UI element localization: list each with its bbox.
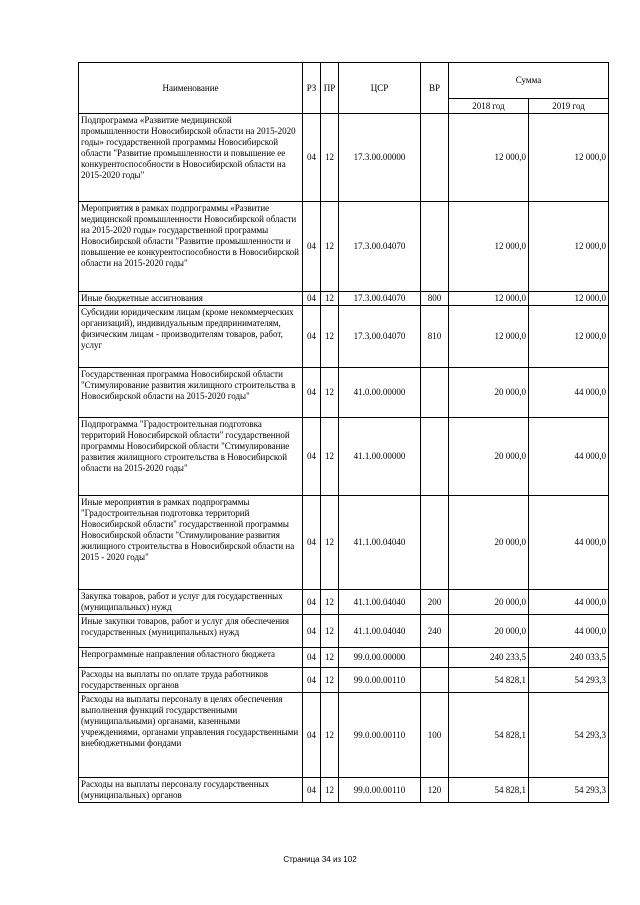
row-rz: 04 [303, 202, 321, 292]
table-row [79, 778, 609, 803]
row-pr: 12 [321, 590, 339, 615]
row-sum-2019: 44 000,0 [529, 368, 609, 418]
row-pr: 12 [321, 615, 339, 648]
row-name: Иные мероприятия в рамках подпрограммы "Градостроительная подготовка территорий Новосибирской области" государственной программы Новосибирской области "Стимулирование развития жилищного строительства в Новосибирской области на 2015 - 2020 годы" [79, 496, 303, 590]
row-vr: 200 [421, 590, 449, 615]
row-sum-2019: 44 000,0 [529, 615, 609, 648]
row-rz: 04 [303, 615, 321, 648]
row-sum-2018: 12 000,0 [449, 306, 529, 368]
row-rz: 04 [303, 292, 321, 306]
row-rz: 04 [303, 114, 321, 202]
header-csr: ЦСР [339, 63, 421, 114]
header-sum: Сумма [449, 63, 609, 99]
row-name: Закупка товаров, работ и услуг для государственных (муниципальных) нужд [79, 590, 303, 615]
row-rz: 04 [303, 778, 321, 803]
row-sum-2018: 20 000,0 [449, 590, 529, 615]
row-csr: 17.3.00.04070 [339, 292, 421, 306]
table-row [79, 418, 609, 496]
row-pr: 12 [321, 306, 339, 368]
row-pr: 12 [321, 668, 339, 693]
row-pr: 12 [321, 496, 339, 590]
row-sum-2018: 12 000,0 [449, 114, 529, 202]
row-pr: 12 [321, 648, 339, 668]
row-pr: 12 [321, 418, 339, 496]
row-sum-2018: 12 000,0 [449, 292, 529, 306]
row-pr: 12 [321, 368, 339, 418]
row-vr [421, 418, 449, 496]
row-vr: 240 [421, 615, 449, 648]
table-row [79, 615, 609, 648]
row-csr: 99.0.00.00110 [339, 693, 421, 778]
row-csr: 41.1.00.04040 [339, 615, 421, 648]
row-name: Подпрограмма «Развитие медицинской промышленности Новосибирской области на 2015-2020 годы» государственной программы Новосибирской области "Развитие промышленности и повышение ее конкурентоспособности в Новосибирской области на 2015-2020 годы" [79, 114, 303, 202]
table-row [79, 496, 609, 590]
row-csr: 17.3.00.04070 [339, 202, 421, 292]
row-sum-2019: 44 000,0 [529, 418, 609, 496]
header-name: Наименование [79, 63, 303, 114]
row-vr [421, 368, 449, 418]
row-vr [421, 114, 449, 202]
row-csr: 99.0.00.00110 [339, 778, 421, 803]
row-pr: 12 [321, 114, 339, 202]
row-csr: 17.3.00.04070 [339, 306, 421, 368]
row-name: Субсидии юридическим лицам (кроме некоммерческих организаций), индивидуальным предпринимателям, физическим лицам - производителям товаров, работ, услуг [79, 306, 303, 368]
row-sum-2018: 20 000,0 [449, 368, 529, 418]
row-vr: 800 [421, 292, 449, 306]
row-sum-2019: 12 000,0 [529, 202, 609, 292]
row-vr: 810 [421, 306, 449, 368]
row-name: Непрограммные направления областного бюджета [79, 648, 303, 668]
row-sum-2018: 20 000,0 [449, 615, 529, 648]
row-csr: 99.0.00.00000 [339, 648, 421, 668]
row-pr: 12 [321, 292, 339, 306]
table-row [79, 114, 609, 202]
row-vr: 120 [421, 778, 449, 803]
row-rz: 04 [303, 418, 321, 496]
row-vr [421, 202, 449, 292]
row-name: Иные бюджетные ассигнования [79, 292, 303, 306]
row-rz: 04 [303, 306, 321, 368]
table-row [79, 590, 609, 615]
table-row [79, 693, 609, 778]
header-year-2019: 2019 год [529, 99, 609, 114]
table-row [79, 202, 609, 292]
row-pr: 12 [321, 778, 339, 803]
row-rz: 04 [303, 368, 321, 418]
row-name: Расходы на выплаты персоналу в целях обеспечения выполнения функций государственными (муниципальными) органами, казенными учреждениями, органами управления государственными внебюджетными фондами [79, 693, 303, 778]
row-csr: 41.1.00.04040 [339, 590, 421, 615]
row-sum-2019: 54 293,3 [529, 693, 609, 778]
row-rz: 04 [303, 668, 321, 693]
row-sum-2018: 12 000,0 [449, 202, 529, 292]
header-year-2018: 2018 год [449, 99, 529, 114]
row-rz: 04 [303, 590, 321, 615]
table-row [79, 306, 609, 368]
row-sum-2019: 44 000,0 [529, 496, 609, 590]
row-vr [421, 648, 449, 668]
row-vr: 100 [421, 693, 449, 778]
row-name: Иные закупки товаров, работ и услуг для обеспечения государственных (муниципальных) нужд [79, 615, 303, 648]
row-name: Подпрограмма "Градостроительная подготовка территорий Новосибирской области" государственной программы Новосибирской области "Стимулирование развития жилищного строительства в Новосибирской области на 2015-2020 годы" [79, 418, 303, 496]
row-name: Мероприятия в рамках подпрограммы «Развитие медицинской промышленности Новосибирской области на 2015-2020 годы» государственной программы Новосибирской области "Развитие промышленности и повышение ее конкурентоспособности в Новосибирской области на 2015-2020 годы" [79, 202, 303, 292]
row-sum-2018: 54 828,1 [449, 778, 529, 803]
row-csr: 99.0.00.00110 [339, 668, 421, 693]
row-csr: 17.3.00.00000 [339, 114, 421, 202]
row-sum-2019: 54 293,3 [529, 668, 609, 693]
row-csr: 41.1.00.04040 [339, 496, 421, 590]
row-name: Расходы на выплаты по оплате труда работников государственных органов [79, 668, 303, 693]
row-vr [421, 668, 449, 693]
row-rz: 04 [303, 648, 321, 668]
row-sum-2018: 20 000,0 [449, 418, 529, 496]
row-sum-2019: 240 033,5 [529, 648, 609, 668]
row-sum-2018: 54 828,1 [449, 693, 529, 778]
header-vr: ВР [421, 63, 449, 114]
row-sum-2019: 12 000,0 [529, 292, 609, 306]
row-sum-2018: 20 000,0 [449, 496, 529, 590]
page-footer: Страница 34 из 102 [283, 855, 357, 864]
table-row [79, 648, 609, 668]
row-sum-2019: 12 000,0 [529, 306, 609, 368]
row-pr: 12 [321, 693, 339, 778]
row-sum-2019: 44 000,0 [529, 590, 609, 615]
row-sum-2018: 54 828,1 [449, 668, 529, 693]
row-csr: 41.1.00.00000 [339, 418, 421, 496]
table-row [79, 292, 609, 306]
row-name: Расходы на выплаты персоналу государственных (муниципальных) органов [79, 778, 303, 803]
row-rz: 04 [303, 693, 321, 778]
table-row [79, 368, 609, 418]
row-csr: 41.0.00.00000 [339, 368, 421, 418]
row-sum-2018: 240 233,5 [449, 648, 529, 668]
row-sum-2019: 54 293,3 [529, 778, 609, 803]
header-pr: ПР [321, 63, 339, 114]
row-pr: 12 [321, 202, 339, 292]
row-name: Государственная программа Новосибирской области "Стимулирование развития жилищного строительства в Новосибирской области на 2015-2020 годы" [79, 368, 303, 418]
table-row [79, 668, 609, 693]
budget-table [78, 62, 609, 803]
row-sum-2019: 12 000,0 [529, 114, 609, 202]
row-rz: 04 [303, 496, 321, 590]
header-rz: РЗ [303, 63, 321, 114]
row-vr [421, 496, 449, 590]
